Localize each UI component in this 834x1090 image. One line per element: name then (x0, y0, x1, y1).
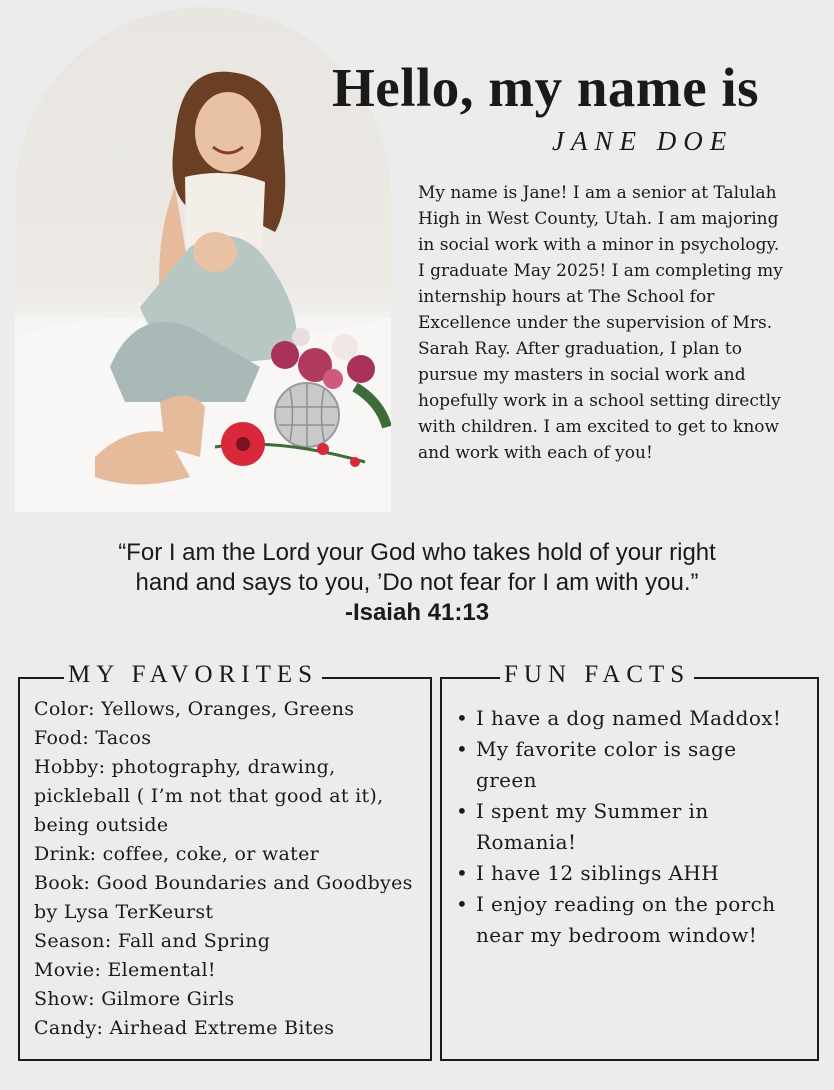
quote-line-2: hand and says to you, ’Do not fear for I am with you.” (135, 569, 699, 596)
bullet-icon: • (456, 706, 469, 730)
bible-quote (20, 538, 814, 628)
bullet-icon: • (456, 892, 469, 916)
fun-fact-item (456, 796, 803, 858)
fun-facts-box (440, 661, 819, 1061)
fun-facts-list (456, 703, 803, 951)
quote-reference: -Isaiah 41:13 (344, 599, 490, 626)
bio-paragraph: My name is Jane! I am a senior at Talulah High in West County, Utah. I am majoring in social work with a minor in psychology. I graduate May 2025! I am completing my internship hours at The School for Excellence under the supervision of Mrs. Sarah Ray. After graduation, I plan to pursue my masters in social work and hopefully work in a school setting directly with children. I am excited to get to know and work with each of you! (418, 183, 783, 463)
favorite-item: Color: Yellows, Oranges, Greens (34, 698, 355, 720)
favorite-item: Drink: coffee, coke, or water (34, 843, 320, 865)
favorites-box (18, 661, 432, 1061)
fun-fact-item (456, 734, 803, 796)
fun-fact-text: I enjoy reading on the porch near my bedroom window! (476, 892, 776, 947)
bullet-icon: • (456, 737, 469, 761)
fun-fact-item (456, 858, 803, 889)
favorites-title: MY FAVORITES (64, 660, 322, 690)
favorite-item: Show: Gilmore Girls (34, 988, 235, 1010)
fun-fact-item (456, 889, 803, 951)
name-heading: JANE DOE (552, 126, 734, 156)
favorites-list (34, 695, 424, 1043)
bullet-icon: • (456, 861, 469, 885)
bullet-icon: • (456, 799, 469, 823)
fun-fact-text: I have 12 siblings AHH (476, 861, 720, 885)
fun-fact-text: I spent my Summer in Romania! (476, 799, 709, 854)
favorite-item: Movie: Elemental! (34, 959, 216, 981)
fun-fact-text: My favorite color is sage green (476, 737, 737, 792)
greeting-heading: Hello, my name is (332, 57, 760, 118)
favorite-item: Candy: Airhead Extreme Bites (34, 1017, 335, 1039)
fun-facts-title: FUN FACTS (500, 660, 694, 690)
fun-fact-item (456, 703, 803, 734)
quote-line-1: “For I am the Lord your God who takes hold of your right (118, 539, 716, 566)
favorite-item: Season: Fall and Spring (34, 930, 271, 952)
favorite-item: Book: Good Boundaries and Goodbyes by Lysa TerKeurst (34, 872, 413, 923)
favorite-item: Hobby: photography, drawing, pickleball ( I’m not that good at it), being outside (34, 756, 384, 836)
favorite-item: Food: Tacos (34, 727, 152, 749)
fun-fact-text: I have a dog named Maddox! (476, 706, 782, 730)
